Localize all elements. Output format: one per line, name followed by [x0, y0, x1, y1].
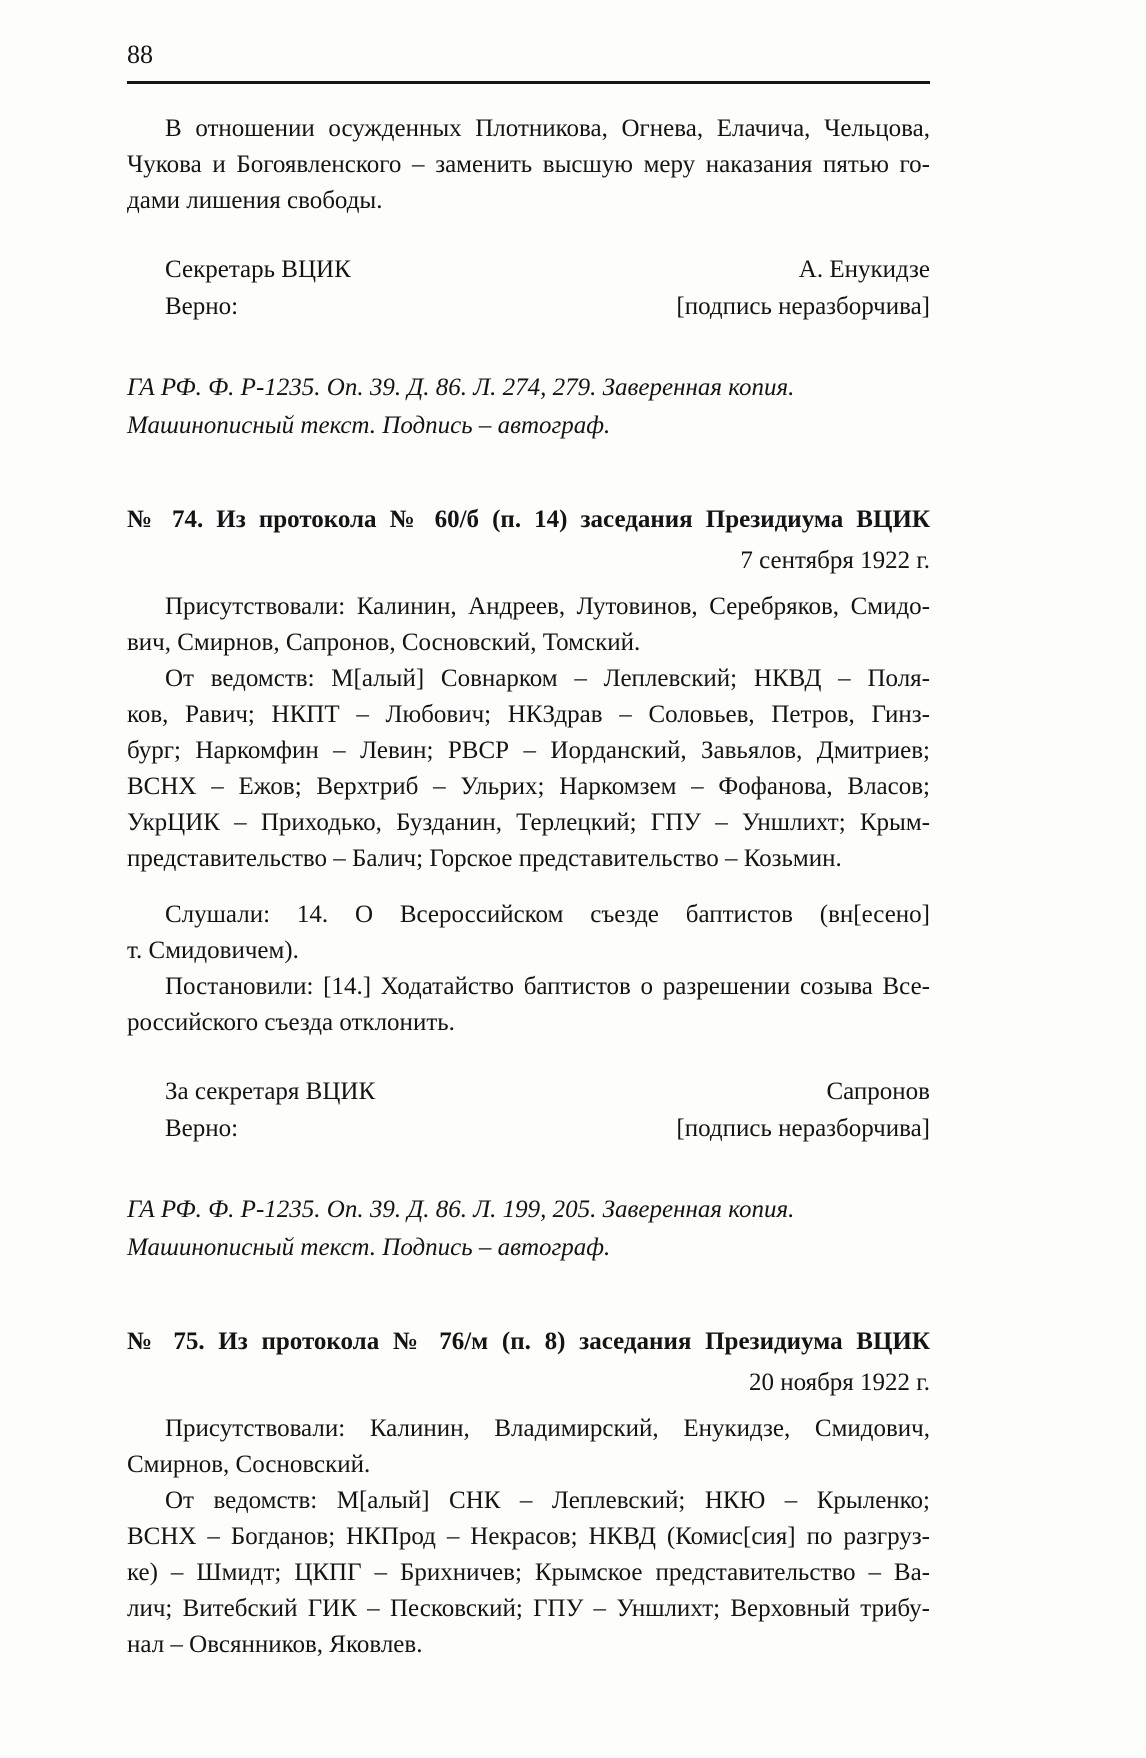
signature-name: Сапронов — [826, 1078, 930, 1105]
text-line: ке) – Шмидт; ЦКПГ – Брихничев; Крымское представительство – Ва- — [127, 1559, 930, 1586]
citation-line: Машинописный текст. Подпись – автограф. — [127, 1234, 611, 1261]
archive-citation — [127, 369, 930, 445]
paragraph-present — [127, 589, 930, 661]
paragraph-agencies — [127, 1483, 930, 1663]
document-73-end — [127, 111, 930, 445]
text-line: Смирнов, Сосновский. — [127, 1451, 371, 1478]
text-line: нал – Овсянников, Яковлев. — [127, 1631, 423, 1658]
text-line: УкрЦИК – Приходько, Бузданин, Терлецкий; ГПУ – Уншлихт; Крым- — [127, 809, 930, 836]
paragraph-present — [127, 1411, 930, 1483]
signature-block — [127, 251, 930, 325]
text-line: российского съезда отклонить. — [127, 1009, 455, 1036]
document-heading: № 74. Из протокола № 60/б (п. 14) заседания Президиума ВЦИК — [127, 506, 930, 533]
citation-line: ГА РФ. Ф. Р-1235. Оп. 39. Д. 86. Л. 199, 205. Заверенная копия. — [127, 1196, 795, 1223]
signature-note: [подпись неразборчива] — [676, 1115, 930, 1142]
text-line: представительство – Балич; Горское представительство – Козьмин. — [127, 845, 842, 872]
text-line: ВСНХ – Ежов; Верхтриб – Ульрих; Наркомзем – Фофанова, Власов; — [127, 773, 930, 800]
page-body — [127, 111, 930, 1663]
paragraph-postanovili — [127, 969, 930, 1041]
signature-row — [127, 251, 930, 288]
signature-block — [127, 1073, 930, 1147]
text-line: Слушали: 14. О Всероссийском съезде баптистов (вн[есено] — [165, 901, 930, 928]
text-line: бург; Наркомфин – Левин; РВСР – Иорданский, Завьялов, Дмитриев; — [127, 737, 930, 764]
text-line: Присутствовали: Калинин, Владимирский, Енукидзе, Смидович, — [165, 1415, 930, 1442]
signature-note: [подпись неразборчива] — [676, 293, 930, 320]
text-line: ков, Равич; НКПТ – Любович; НКЗдрав – Соловьев, Петров, Гинз- — [127, 701, 930, 728]
document-74 — [127, 499, 930, 1267]
signature-name: А. Енукидзе — [798, 256, 930, 283]
signature-role: Секретарь ВЦИК — [165, 256, 351, 283]
signature-verno-label: Верно: — [165, 293, 239, 320]
text-line: Постановили: [14.] Ходатайство баптистов о разрешении созыва Все- — [165, 973, 930, 1000]
text-line: От ведомств: М[алый] Совнарком – Леплевский; НКВД – Поля- — [165, 665, 930, 692]
document-75 — [127, 1321, 930, 1663]
text-line: т. Смидовичем). — [127, 937, 299, 964]
text-line: Чукова и Богоявленского – заменить высшую меру наказания пятью го- — [127, 151, 930, 178]
document-date: 20 ноября 1922 г. — [748, 1369, 930, 1396]
text-line: лич; Витебский ГИК – Песковский; ГПУ – Уншлихт; Верховный трибу- — [127, 1595, 930, 1622]
paragraph-verdict — [127, 111, 930, 219]
page-number: 88 — [127, 40, 153, 69]
paragraph-agencies — [127, 661, 930, 877]
text-line: От ведомств: М[алый] СНК – Леплевский; НКЮ – Крыленко; — [165, 1487, 930, 1514]
document-date: 7 сентября 1922 г. — [740, 547, 930, 574]
archive-citation — [127, 1191, 930, 1267]
header-rule — [127, 81, 930, 84]
paragraph-slushali — [127, 897, 930, 969]
signature-row — [127, 288, 930, 325]
signature-verno-label: Верно: — [165, 1115, 239, 1142]
citation-line: Машинописный текст. Подпись – автограф. — [127, 412, 611, 439]
text-line: вич, Смирнов, Сапронов, Сосновский, Томский. — [127, 629, 641, 656]
document-heading: № 75. Из протокола № 76/м (п. 8) заседания Президиума ВЦИК — [127, 1328, 930, 1355]
signature-row — [127, 1073, 930, 1110]
text-line: В отношении осужденных Плотникова, Огнева, Елачича, Чельцова, — [165, 115, 930, 142]
citation-line: ГА РФ. Ф. Р-1235. Оп. 39. Д. 86. Л. 274, 279. Заверенная копия. — [127, 374, 795, 401]
text-line: дами лишения свободы. — [127, 187, 383, 214]
page-header — [127, 38, 930, 84]
text-line: ВСНХ – Богданов; НКПрод – Некрасов; НКВД (Комис[сия] по разгруз- — [127, 1523, 930, 1550]
text-line: Присутствовали: Калинин, Андреев, Лутовинов, Серебряков, Смидо- — [165, 593, 930, 620]
signature-row — [127, 1110, 930, 1147]
signature-role: За секретаря ВЦИК — [165, 1078, 376, 1105]
